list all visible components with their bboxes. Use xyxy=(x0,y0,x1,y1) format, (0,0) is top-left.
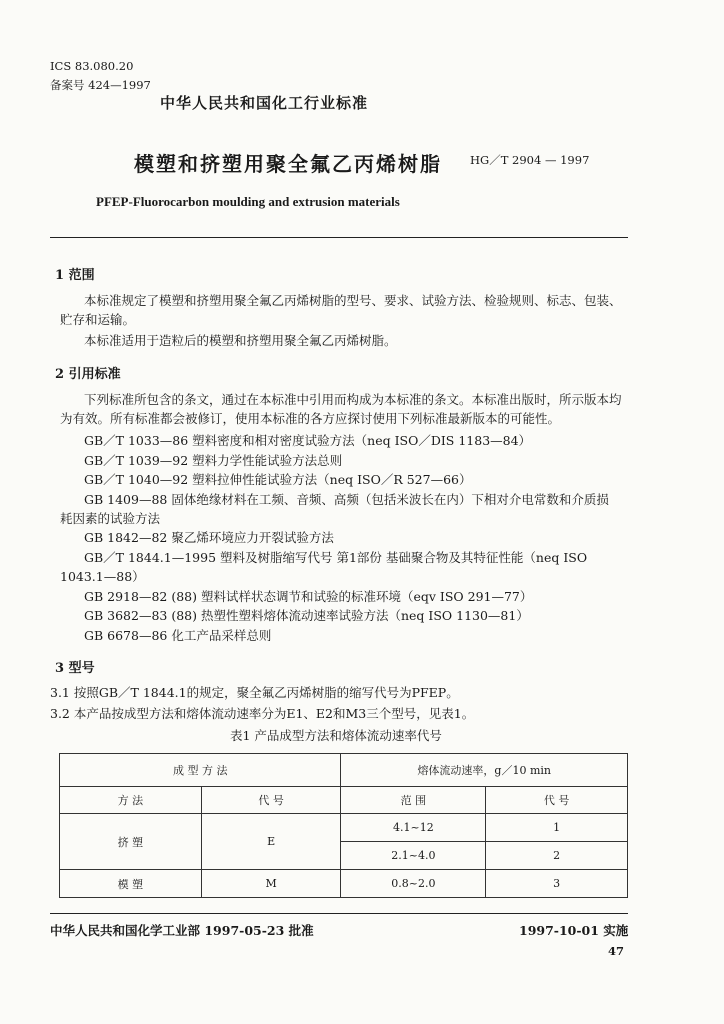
table-cell-method: 挤 塑 xyxy=(60,814,202,870)
section-1-heading: 1 范围 xyxy=(55,268,95,283)
effective-date: 1997-10-01 实施 xyxy=(519,923,629,938)
page-number: 47 xyxy=(608,944,625,958)
table-row xyxy=(60,814,628,842)
table-cell-code: E xyxy=(201,814,341,870)
table-header-cell: 代 号 xyxy=(201,787,341,814)
reference-item: GB 1842—82 聚乙烯环境应力开裂试验方法 xyxy=(84,530,334,545)
table-1-title: 表1 产品成型方法和熔体流动速率代号 xyxy=(230,728,442,743)
reference-item: GB／T 1844.1—1995 塑料及树脂缩写代号 第1部份 基础聚合物及其特征性能（neq ISO xyxy=(84,550,588,565)
table-cell-code: M xyxy=(201,870,341,898)
reference-item: GB 3682—83 (88) 热塑性塑料熔体流动速率试验方法（neq ISO 1130—81） xyxy=(84,608,529,623)
header-rule xyxy=(50,237,628,238)
table-header-cell: 方 法 xyxy=(60,787,202,814)
table-row xyxy=(60,754,628,787)
table-header-cell: 代 号 xyxy=(486,787,628,814)
section-1-paragraph-2: 本标准适用于造粒后的模塑和挤塑用聚全氟乙丙烯树脂。 xyxy=(84,333,397,348)
table-row xyxy=(60,870,628,898)
table-cell-method: 模 塑 xyxy=(60,870,202,898)
table-group-header-method: 成 型 方 法 xyxy=(60,754,341,787)
footer-rule xyxy=(50,913,628,914)
standard-number: HG／T 2904 — 1997 xyxy=(470,153,590,167)
table-cell-range: 0.8~2.0 xyxy=(341,870,486,898)
reference-item-continuation: 1043.1—88） xyxy=(60,569,145,584)
reference-item: GB／T 1039—92 塑料力学性能试验方法总则 xyxy=(84,453,343,468)
reference-item: GB／T 1040—92 塑料拉伸性能试验方法（neq ISO／R 527—66） xyxy=(84,472,472,487)
reference-item: GB 2918—82 (88) 塑料试样状态调节和试验的标准环境（eqv ISO 291—77） xyxy=(84,589,533,604)
approval-line: 中华人民共和国化学工业部 1997-05-23 批准 xyxy=(50,923,314,938)
reference-item-continuation: 耗因素的试验方法 xyxy=(60,511,161,526)
document-title-cn: 模塑和挤塑用聚全氟乙丙烯树脂 xyxy=(134,152,442,176)
ics-code: ICS 83.080.20 xyxy=(50,59,134,73)
table-group-header-mfr: 熔体流动速率，g／10 min xyxy=(341,754,628,787)
table-header-cell: 范 围 xyxy=(341,787,486,814)
document-title-en: PFEP-Fluorocarbon moulding and extrusion materials xyxy=(96,194,400,209)
reference-item: GB／T 1033—86 塑料密度和相对密度试验方法（neq ISO／DIS 1183—84） xyxy=(84,433,532,448)
table-row xyxy=(60,787,628,814)
section-3-heading: 3 型号 xyxy=(55,661,95,676)
clause-3-2: 3.2 本产品按成型方法和熔体流动速率分为E1、E2和M3三个型号，见表1。 xyxy=(50,706,475,721)
issuer-title: 中华人民共和国化工行业标准 xyxy=(160,94,369,112)
table-cell-range: 2.1~4.0 xyxy=(341,842,486,870)
reference-item: GB 1409—88 固体绝缘材料在工频、音频、高频（包括米波长在内）下相对介电常数和介质损 xyxy=(84,492,609,507)
table-cell-range-code: 1 xyxy=(486,814,628,842)
reference-item: GB 6678—86 化工产品采样总则 xyxy=(84,628,272,643)
table-cell-range: 4.1~12 xyxy=(341,814,486,842)
table-cell-range-code: 2 xyxy=(486,842,628,870)
clause-3-1: 3.1 按照GB／T 1844.1的规定，聚全氟乙丙烯树脂的缩写代号为PFEP。 xyxy=(50,685,459,700)
section-2-paragraph: 下列标准所包含的条文，通过在本标准中引用而构成为本标准的条文。本标准出版时，所示版本均为有效。所有标准都会被修订，使用本标准的各方应探讨使用下列标准最新版本的可能性。 xyxy=(60,392,622,426)
section-2-heading: 2 引用标准 xyxy=(55,367,121,382)
table-cell-range-code: 3 xyxy=(486,870,628,898)
section-1-paragraph-1: 本标准规定了模塑和挤塑用聚全氟乙丙烯树脂的型号、要求、试验方法、检验规则、标志、包装、贮存和运输。 xyxy=(60,293,622,327)
table-1 xyxy=(59,753,628,898)
filing-number: 备案号 424—1997 xyxy=(50,78,151,92)
